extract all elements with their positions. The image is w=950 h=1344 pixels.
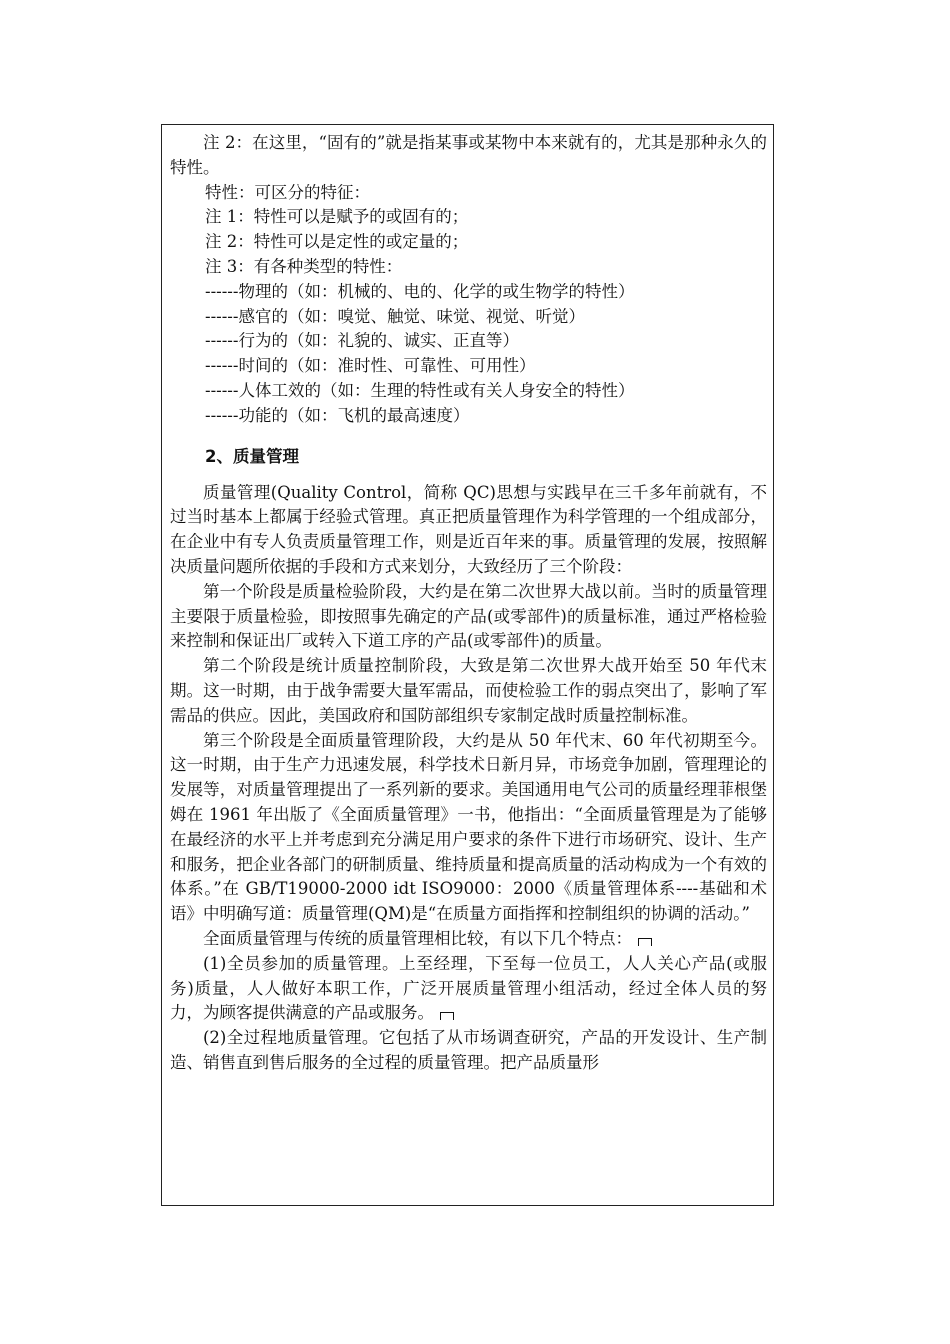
document-frame [161, 124, 774, 1206]
type-item: ------物理的（如：机械的、电的、化学的或生物学的特性） [205, 281, 635, 301]
section-heading: 2、质量管理 [205, 446, 299, 466]
note-item: 注 1：特性可以是赋予的或固有的； [205, 207, 469, 227]
characteristic-definition: 特性：可区分的特征： [205, 182, 370, 202]
paragraph-mark-icon [440, 1012, 454, 1020]
document-content [170, 131, 767, 1076]
paragraph-feature-2: (2)全过程地质量管理。它包括了从市场调查研究，产品的开发设计、生产制造、销售直到售后服务的全过程的质量管理。把产品质量形 [170, 1028, 767, 1072]
note-item: 注 3：有各种类型的特性： [205, 256, 403, 276]
paragraph-stage-2: 第二个阶段是统计质量控制阶段，大致是第二次世界大战开始至 50 年代末期。这一时期，由于战争需要大量军需品，而使检验工作的弱点突出了，影响了军需品的供应。因此，美国政府和国防部组织专家制定战时质量控制标准。 [170, 656, 767, 725]
type-item: ------时间的（如：准时性、可靠性、可用性） [205, 356, 536, 376]
type-item: ------人体工效的（如：生理的特性或有关人身安全的特性） [205, 380, 635, 400]
features-text: 全面质量管理与传统的质量管理相比较，有以下几个特点： [203, 928, 632, 948]
note-item: 注 2：特性可以是定性的或定量的； [205, 232, 469, 252]
paragraph-features [170, 927, 767, 952]
type-item: ------感官的（如：嗅觉、触觉、味觉、视觉、听觉） [205, 306, 585, 326]
type-item: ------行为的（如：礼貌的、诚实、正直等） [205, 331, 519, 351]
paragraph-stage-3: 第三个阶段是全面质量管理阶段，大约是从 50 年代末、60 年代初期至今。这一时期，由于生产力迅速发展，科学技术日新月异，市场竞争加剧，管理理论的发展等，对质量管理提出了一系列新的要求。美国通用电气公司的质量经理菲根堡姆在 1961 年出版了《全面质量管理》一书，他指出：“全面质量管理是为了能够在最经济的水平上并考虑到充分满足用户要求的条件下进行市场研究、设计、生产和服务，把企业各部门的研制质量、维持质量和提高质量的活动构成为一个有效的体系。”在 GB/T19000-2000 idt ISO9000：2000《质量管理体系----基础和术语》中明确写道：质量管理(QM)是“在质量方面指挥和控制组织的协调的活动。” [170, 730, 767, 924]
paragraph-mark-icon [638, 938, 652, 946]
feature-1-text: (1)全员参加的质量管理。上至经理，下至每一位员工，人人关心产品(或服务)质量，人人做好本职工作，广泛开展质量管理小组活动，经过全体人员的努力，为顾客提供满意的产品或服务。 [170, 953, 767, 1023]
note-2-inherent: 注 2：在这里，“固有的”就是指某事或某物中本来就有的，尤其是那种永久的特性。 [170, 133, 767, 177]
paragraph-feature-1 [170, 952, 767, 1026]
paragraph-stage-1: 第一个阶段是质量检验阶段，大约是在第二次世界大战以前。当时的质量管理主要限于质量检验，即按照事先确定的产品(或零部件)的质量标准，通过严格检验来控制和保证出厂或转入下道工序的产品(或零部件)的质量。 [170, 581, 767, 651]
type-item: ------功能的（如：飞机的最高速度） [205, 405, 470, 425]
paragraph-intro: 质量管理(Quality Control，简称 QC)思想与实践早在三千多年前就有，不过当时基本上都属于经验式管理。真正把质量管理作为科学管理的一个组成部分，在企业中有专人负责质量管理工作，则是近百年来的事。质量管理的发展，按照解决质量问题所依据的手段和方式来划分，大致经历了三个阶段： [170, 482, 767, 576]
